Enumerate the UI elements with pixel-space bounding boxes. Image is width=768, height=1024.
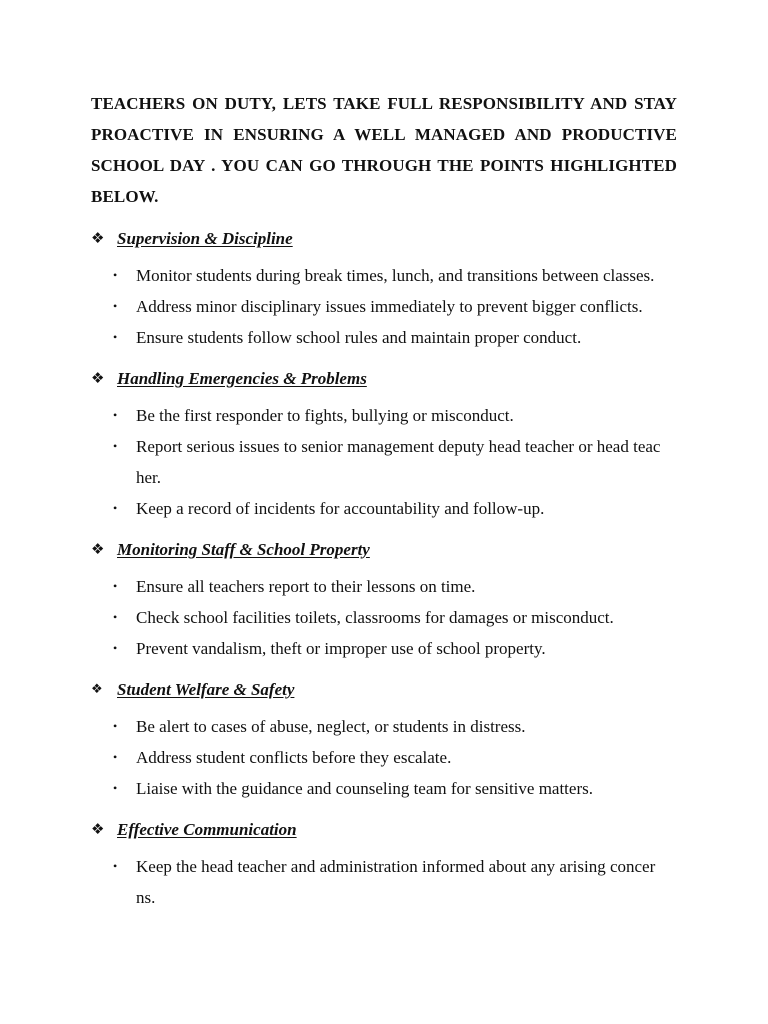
bullet-icon: • (113, 501, 118, 515)
diamond-icon: ❖ (91, 229, 105, 247)
list-item-text: Address minor disciplinary issues immediately to prevent bigger conflicts. (136, 297, 643, 316)
list-item-text: Ensure students follow school rules and maintain proper conduct. (136, 328, 582, 347)
list-item (91, 571, 677, 602)
diamond-icon: ❖ (91, 820, 105, 838)
bullet-icon: • (113, 579, 118, 593)
list-item-text: Be the first responder to fights, bullying or misconduct. (136, 406, 514, 425)
section (91, 223, 677, 353)
section (91, 363, 677, 524)
list-item-text: Keep the head teacher and administration informed about any arising concer ns. (136, 857, 656, 907)
list-item (91, 633, 677, 664)
list-item (91, 711, 677, 742)
diamond-icon: ❖ (91, 540, 105, 558)
list-item-text: Prevent vandalism, theft or improper use of school property. (136, 639, 546, 658)
list-item (91, 742, 677, 773)
list-item (91, 851, 677, 913)
list-item-text: Be alert to cases of abuse, neglect, or students in distress. (136, 717, 526, 736)
list-item-text: Check school facilities toilets, classrooms for damages or misconduct. (136, 608, 614, 627)
list-item (91, 602, 677, 633)
bullet-list (91, 260, 677, 353)
list-item-text: Address student conflicts before they escalate. (136, 748, 452, 767)
sections-container (91, 223, 677, 913)
bullet-icon: • (113, 610, 118, 624)
list-item (91, 322, 677, 353)
bullet-list (91, 400, 677, 524)
section-heading (91, 534, 677, 565)
section-heading (91, 363, 677, 394)
bullet-list (91, 711, 677, 804)
section-heading (91, 223, 677, 254)
section (91, 534, 677, 664)
list-item (91, 291, 677, 322)
list-item-text: Ensure all teachers report to their lessons on time. (136, 577, 476, 596)
intro-paragraph: TEACHERS ON DUTY, LETS TAKE FULL RESPONSIBILITY AND STAY PROACTIVE IN ENSURING A WELL MANAGED AND PRODUCTIVE SCHOOL DAY . YOU CAN GO THROUGH THE POINTS HIGHLIGHTED BELOW. (91, 94, 677, 206)
bullet-icon: • (113, 299, 118, 313)
diamond-icon: ❖ (91, 369, 105, 387)
list-item (91, 493, 677, 524)
document-page (91, 88, 677, 913)
section-title: Handling Emergencies & Problems (117, 369, 367, 388)
bullet-list (91, 571, 677, 664)
bullet-icon: • (113, 330, 118, 344)
list-item-text: Liaise with the guidance and counseling team for sensitive matters. (136, 779, 593, 798)
bullet-list (91, 851, 677, 913)
section (91, 814, 677, 913)
list-item (91, 260, 677, 291)
section (91, 674, 677, 804)
bullet-icon: • (113, 641, 118, 655)
section-title: Supervision & Discipline (117, 229, 293, 248)
section-heading (91, 674, 677, 705)
list-item (91, 400, 677, 431)
diamond-outline-icon: ❖ (91, 682, 103, 697)
list-item-text: Report serious issues to senior management deputy head teacher or head teac her. (136, 437, 661, 487)
list-item (91, 773, 677, 804)
section-title: Student Welfare & Safety (117, 680, 295, 699)
list-item-text: Keep a record of incidents for accountability and follow-up. (136, 499, 545, 518)
bullet-icon: • (113, 719, 118, 733)
bullet-icon: • (113, 408, 118, 422)
list-item (91, 431, 677, 493)
section-title: Effective Communication (117, 820, 297, 839)
bullet-icon: • (113, 781, 118, 795)
section-title: Monitoring Staff & School Property (117, 540, 370, 559)
bullet-icon: • (113, 859, 118, 873)
list-item-text: Monitor students during break times, lunch, and transitions between classes. (136, 266, 655, 285)
section-heading (91, 814, 677, 845)
bullet-icon: • (113, 439, 118, 453)
bullet-icon: • (113, 750, 118, 764)
bullet-icon: • (113, 268, 118, 282)
